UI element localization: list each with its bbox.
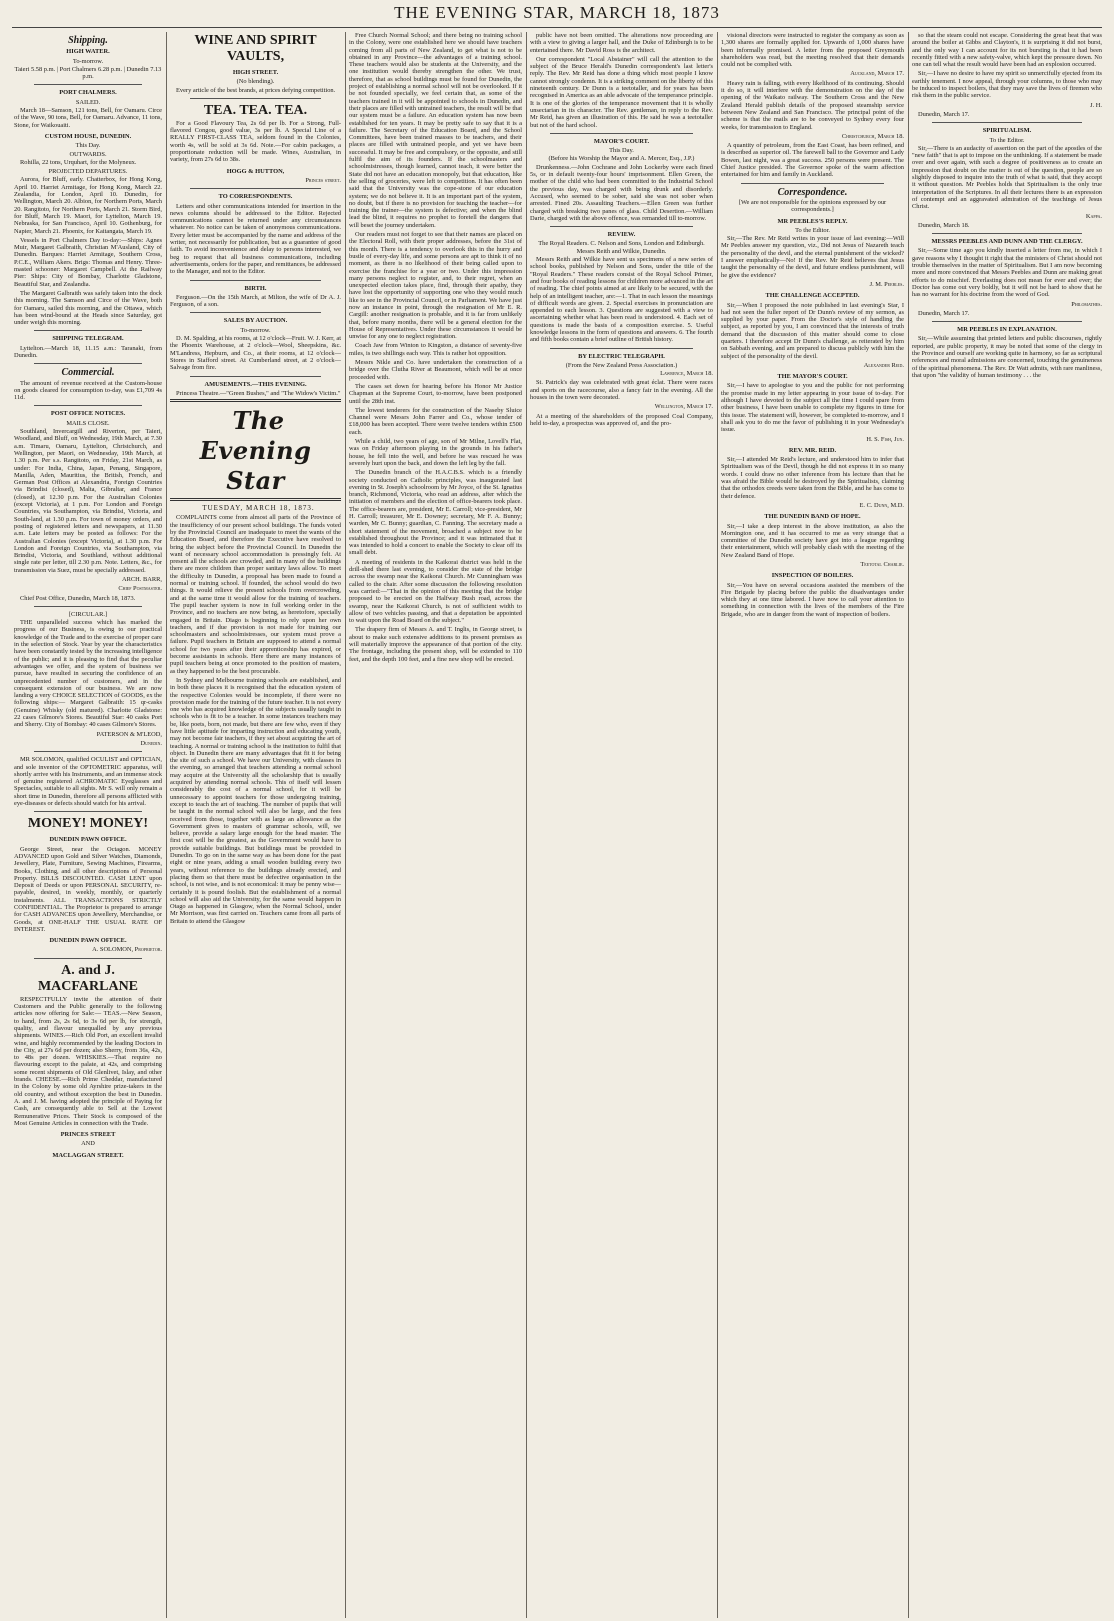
post-office-location: Chief Post Office, Dunedin, March 18, 1873.	[20, 594, 136, 602]
section-heading-shipping: Shipping.	[68, 35, 108, 46]
spiritualism-signature: Kappa.	[1085, 212, 1102, 220]
to-the-editor-label: To the Editor.	[989, 136, 1025, 144]
divider	[190, 312, 321, 313]
solomon-advert-text: MR SOLOMON, qualified OCULIST and OPTICIAN, and sole inventor of the OPTOMETRIC apparatus, will shortly arrive with his Instruments, and an immense stock of genuine registered ACHROMATIC Eyeglasses and Spectacles, suitable to all sights. Mr S. will only remain a short time in Dunedin, therefore all persons afflicted with eye-diseases or defects should watch for his arrival.	[14, 756, 162, 808]
peebles-reply-signature: J. M. Peebles.	[869, 280, 904, 288]
divider	[34, 84, 142, 85]
correspondents-heading: TO CORRESPONDENTS.	[218, 193, 293, 201]
column-5-paragraph: A quantity of petroleum, from the East Coast, has been refined, and is described as superior oil. The farewell ball to the Governor and Lady Bowen, last night, was a great success. 250 persons were present. The Chief Justice presided. The Governor spoke of the warm affection entertained for him and family in Auckland.	[721, 142, 904, 179]
wine-vaults-street: HIGH STREET.	[232, 69, 279, 76]
column-3-paragraph: The cases set down for hearing before his Honor Mr Justice Chapman at the Supreme Court, to-morrow, have been postponed until the 28th inst.	[349, 382, 522, 405]
vessels-in-port-text: Vessels in Port Chalmers Day to-day:—Ships: Agnes Muir, Margaret Galbraith, Christian M'Ausland, City of Dunedin. Barques: Harriet Armitage, Southern Cross, P.C.E., William Akers. Brigs: Thomas and Henry. Three-masted schooner: Margaret Campbell. At the Railway Pier: Ships: City of Bombay, Charlotte Gladstone, Beautiful Star, and Zealandia.	[14, 236, 162, 288]
column-3-paragraph: The drapery firm of Messrs A. and T. Inglis, in George street, is about to make such extensive additions to its present premises as will materially improve the appearance of that portion of the city. The frontage, including the present shop, will be extended to 110 feet, and the depth 100 feet, and a fine new shop will be erected.	[349, 626, 522, 663]
spiritualism-heading: SPIRITUALISM.	[982, 127, 1032, 135]
letter-location: Dunedin, March 17.	[918, 110, 970, 118]
amusements-text: Princess Theatre.—"Green Bushes," and "The Widow's Victim."	[176, 389, 341, 397]
birth-text: Ferguson.—On the 15th March, at Milton, the wife of Dr A. J. Ferguson, of a son.	[170, 293, 341, 309]
tea-heading: TEA. TEA. TEA.	[203, 102, 308, 118]
band-of-hope-heading: THE DUNEDIN BAND OF HOPE.	[764, 513, 861, 521]
divider	[932, 233, 1082, 234]
peebles-reply-text: Sir,—The Rev. Mr Reid writes in your issue of last evening:—Will Mr Peebles answer my question, viz., Did not Jesus of Nazareth teach the personality of the devil, and the eternal punishment of the wicked? I answer emphatically—No! If the Rev. Mr Reid believes that Jesus taught the personality of the devil, and future endless punishment, will he give the evidence?	[721, 235, 904, 279]
divider	[190, 280, 321, 281]
correspondence-note: [We are not responsible for the opinions expressed by our correspondents.]	[738, 198, 887, 214]
high-water-sub: To-morrow.	[72, 57, 104, 65]
this-day-label: This Day.	[75, 142, 101, 150]
column-1	[14, 32, 162, 1618]
sailed-heading: SAILED.	[75, 98, 101, 106]
divider	[190, 188, 321, 189]
column-5-paragraph: Heavy rain is falling, with every likelihood of its continuing. Should it do so, it will interfere with the demonstration on the day of the opening of the Waikato railway. The Southern Cross and the New Zealand Herald publish details of the proposed steamship service between New Zealand and San Francisco. The principal point of the scheme is that the mails are to be conveyed to Sydney every four weeks, for transmission to England.	[721, 79, 904, 131]
high-water-times: Taieri 5.58 p.m. | Port Chalmers 6.28 p.m. | Dunedin 7.13 p.m.	[14, 65, 162, 81]
divider	[190, 376, 321, 377]
telegraph-dateline: Auckland, March 17.	[850, 70, 904, 78]
shipping-telegram-text: Lyttelton.—March 18, 11.15 a.m.: Taranaki, from Dunedin.	[14, 344, 162, 359]
spiritualism-text: Sir,—There is an audacity of assertion on the part of the apostles of the "new faith" that is apt to impose on the unthinking. If a statement be made over and over again, with such a degree of positiveness as to create an impression that doubt on the matter is out of the question, people are so slightly disposed to inquire into the truth of what is said, that they accept it without question. Mr Peebles holds that Spiritualism is the only true interpretation of the Scriptures. In all their lectures there is an expression of contempt and an aggravated admiration of the teachings of Jesus Christ.	[912, 144, 1102, 211]
electric-telegraph-sub: (From the New Zealand Press Association.)	[565, 361, 678, 369]
telegraph-dateline: Christchurch, March 18.	[841, 132, 904, 140]
to-the-editor-label: To the Editor.	[795, 226, 830, 234]
mails-close-text: Southland, Invercargill and Riverton, per Taieri, Woodland, and Bluff, on Wednesday, 19th March, at 7.30 a.m. Timaru, Oamaru, Lyttelton, Christchurch, and Wellington, per Maori, on Wednesday, 19th March, at 1.30 p.m. Per s.s. Rangitoto, on Friday, 21st March, as under: For India, China, Japan, Penang, Singapore, Manilla, Aden, Mauritius, the British, French, and German Post Offices at Alexandria, Foreign Countries via Brindisi (closed), Malta, Gibraltar, and France (closed), at 12.30 p.m. For the Australian Colonies (except Victoria), at 1 p.m. For London and Foreign Countries, via Southampton, via Brindisi, Victoria, and South-land, at 1.30 p.m. For town of money orders, and posting of registered letters and newspapers, at 11.30 a.m. Late letters may be posted as follows: For the Australian Colonies (except Victoria), at 1.30 p.m. For London and Foreign Countries, via Southampton, via Brindisi, Victoria, and Southland, without additional single rate per letter, till 2.30 p.m. Note. Letters, &c., for transmission via Suez, must be specially addressed.	[14, 428, 162, 574]
tea-text: For a Good Flavoury Tea, 2s 6d per lb. For a Strong, Full-flavored Congou, good value, 3s per lb. A Special Line of a REALLY FIRST-CLASS TEA, seldom found in the Colonies, worth 4s, will be sold at 3s 6d. Note.—For cabin packages, a proportionate reduction will be made. Wines, Australian, in variety, from 27s 6d to 38s.	[170, 119, 341, 164]
section-heading-correspondence: Correspondence.	[777, 186, 848, 198]
newspaper-masthead: The Evening Star	[199, 406, 312, 496]
mayors-court-heading: MAYOR'S COURT.	[593, 137, 650, 145]
telegraph-text: At a meeting of the shareholders of the proposed Coal Company, held to-day, a prospectus was approved of, and the pro-	[530, 412, 713, 427]
pawn-office-heading: DUNEDIN PAWN OFFICE.	[49, 836, 127, 844]
peebles-dunn-clergy-heading: MESSRS PEEBLES AND DUNN AND THE CLERGY.	[931, 238, 1083, 246]
amusements-heading: AMUSEMENTS.—THIS EVENING.	[204, 380, 307, 388]
column-divider	[908, 32, 909, 1618]
divider	[34, 811, 142, 812]
column-6-paragraph: so that the steam could not escape. Considering the great heat that was around the boiler at Gibbs and Clayton's, it is surprising it did not burst, and the only way I can account for its not bursting is that it had been recently fitted with a new safety-valve, which kept the pressure down. No one can tell what the result would have been had an explosion occurred.	[912, 32, 1102, 69]
custom-house-heading: CUSTOM HOUSE, DUNEDIN.	[44, 132, 132, 140]
review-text: Messrs Reith and Wilkie have sent us specimens of a new series of school books, published by Nelson and Sons, under the title of the "Royal Readers." These readers consist of the Royal School Primer, and four books of reading lessons for children more advanced in the art of reading. The chief points aimed at are likely to be secured, with the help of an intelligent teacher, are:—1. That in each lesson the meanings of difficult words are given. 2. Special exercises in pronunciation are appended to each lesson. 3. Questions are suggested with a view to ascertaining whether what has been read is understood. 4. Each set of questions is made the basis of a composition exercise. 5. Useful knowledge lessons in the form of questions and answers. 6. The fourth and fifth books contain a brief outline of British history.	[530, 256, 713, 344]
auction-sub: To-morrow.	[240, 326, 271, 334]
column-5-paragraph: visional directors were instructed to register the company as soon as 1,300 shares are formally applied for. Upwards of 1,000 shares have been informally promised. A letter from the proposed Greymouth shareholders was read, but the meeting resolved that their demands could not be complied with.	[721, 32, 904, 69]
divider	[190, 98, 321, 99]
circular-heading: [CIRCULAR.]	[68, 610, 108, 618]
divider	[34, 751, 142, 752]
column-4	[530, 32, 713, 1618]
commercial-text: The amount of revenue received at the Custom-house on goods cleared for consumption to-day, was £1,709 4s 11d.	[14, 379, 162, 402]
high-water-heading: HIGH WATER.	[66, 48, 110, 56]
editorial-paragraph-1: COMPLAINTS come from almost all parts of the Province of the insufficiency of our present school buildings. The funds voted by the Provincial Council are inadequate to meet the wants of the Education Board, and therefore the Executive have resolved to bring the subject before the Provincial Council. In Dunedin the want of necessary school accommodation is pressingly felt. At present all the schools are crowded, and in many of the buildings there are more children than proper sanitary laws allow. To meet the difficulty in Dunedin, a proposal has been made to found a normal or training school. If founded, the school would do two things. It would relieve the present schools from overcrowding, and at the same time it would allow for the training of teachers. The pupil teacher system is now in full working order in the Province, and no teachers are now being, as heretofore, specially engaged in Britain. Diago is beginning to rely upon her own teachers, and if due provision is not made for training our schoolmasters and schoolmistresses, our system must prove a failure. Pupil teachers in Britain are supposed to attend a normal school for two years after their apprenticeship has expired, or become assistants in schools. Here there are many instances of pupil teachers being at once promoted to the position of masters, as they happened to be the best procurable.	[170, 514, 341, 675]
column-4-paragraph: public have not been omitted. The alterations now proceeding are with a view to giving a larger hall, and the Duke of Edinburgh is to be entertained there. Mr David Ross is the architect.	[530, 32, 713, 54]
column-6	[912, 32, 1102, 1618]
band-of-hope-signature: Teetotal Charlie.	[860, 561, 904, 568]
port-chalmers-heading: PORT CHALMERS.	[59, 89, 117, 97]
correspondents-text: Letters and other communications intended for insertion in the news columns should be addressed to the Editor. Rejected communications cannot be returned under any circumstances whatever. No notice can be taken of anonymous communications. Every letter must be accompanied by the name and address of the writer, not necessarily for publication, but as a guarantee of good faith. To avoid inconvenience and delay to persons interested, we beg to request that all business communications, including advertisements, orders for the paper, and remittances, be addressed to the Manager, and not to the Editor.	[170, 202, 341, 276]
post-office-notices-heading: POST OFFICE NOTICES.	[50, 410, 126, 418]
column-2	[170, 32, 341, 1618]
galbraith-text: The Margaret Galbraith was safely taken into the dock this morning. The Samson and Circe of the Wave, both for Oamaru, sailed this morning, and the Ottawa, which has been wind-bound at the Heads since Saturday, got under weigh this morning.	[14, 289, 162, 327]
divider	[34, 330, 142, 331]
divider	[932, 321, 1082, 322]
peebles-reply-heading: MR PEEBLES'S REPLY.	[777, 217, 848, 225]
rev-reid-signature: E. C. Dunn, M.D.	[859, 501, 904, 509]
column-divider	[166, 32, 167, 1618]
column-divider	[526, 32, 527, 1618]
rev-reid-text: Sir,—I attended Mr Reid's lecture, and understood him to infer that Spiritualism was of the Devil, though he did not express it in so many words. I could draw no other inference from his lecture than that he was afraid the Bible would be destroyed by the Spiritualists, claiming that the orthodox creeds were taken from the Bible, and he has come to their defence.	[721, 456, 904, 500]
challenge-accepted-signature: Alexander Reid.	[863, 361, 904, 369]
inspection-of-boilers-heading: INSPECTION OF BOILERS.	[771, 572, 854, 580]
column-divider	[717, 32, 718, 1618]
peebles-dunn-clergy-location: Dunedin, March 17.	[918, 309, 970, 317]
hogg-hutton-address: Princes street.	[305, 176, 341, 184]
column-6-paragraph: Sir,—I have no desire to have my spirit so unmercifully ejected from its earthly tenement. I now appeal, through your columns, to those who may be induced to inspect boilers, that they may save the lives of firemen who risk them in the public service.	[912, 70, 1102, 100]
paterson-mcleod-signature: PATERSON & M'LEOD,	[96, 730, 162, 738]
peebles-dunn-clergy-signature: Philomathes.	[1071, 300, 1102, 308]
column-3-paragraph: The Dunedin branch of the H.A.C.B.S. which is a friendly society conducted on Catholic principles, was inaugurated last evening in St. Joseph's schoolroom by Mr Joyce, of the St. Ignatius branch, Richmond, Victoria, who read an address, after which the initiation of members and the election of office-bearers took place. The office-bearers are, president, Mr E. Carroll; vice-president, Mr H. Carroll; treasurer, Mr E. Downey; secretary, Mr F. A. Bunny; warden, Mr C. Bunny; guardian, C. Fanning. The secretary made a short statement of the movement, broached a subject now to be established throughout the Province; and it was intimated that it was intended to hold a concert to enable the Society to clear off its small debt.	[349, 469, 522, 557]
rev-reid-heading: REV. MR. REID.	[788, 446, 837, 454]
section-heading-commercial: Commercial.	[61, 367, 115, 379]
telegraph-text: St. Patrick's day was celebrated with great éclat. There were races and sports on the racecourse, also a fancy fair in the evening. All the houses in the town were decorated.	[530, 379, 713, 402]
column-3-paragraph: A meeting of residents in the Kaikorai district was held in the drill-shed there last evening, to consider the state of the bridge across the swamp near the Kaikorai Church. Mr Cunningham was called to the chair. After some discussion the following resolution was carried:—"That in the opinion of this meeting that the bridge proposed to be erected on the Halfway Bush road, across the swamp, near the Kaikorai Church, is not of sufficient width to allow of two vehicles passing, and that a deputation be appointed to wait upon the Road Board on the subject."	[349, 558, 522, 625]
auction-heading: SALES BY AUCTION.	[223, 317, 288, 325]
outwards-heading: OUTWARDS.	[69, 150, 107, 158]
macfarlane-text: RESPECTFULLY invite the attention of their Customers and the Public generally to the following articles now offering for Sale:— TEAS.—New Season, to hand, from 2s, 2s 6d, to 3s 6d per lb, for strength, quality, and flavour unequalled by any previous shipments. WINES.—Rich Old Port, an excellent invalid wine, and highly recommended by the leading Doctors in the City, at 27s 6d per dozen; also Sherry, from 36s, 42s, to 48s per dozen. WHISKIES.—That require no flavouring except to the palate, at 42s, and comprising some recent shipments of Old Glenlivet, Islay, and other brands. CHEESE.—Rich Prime Cheddar, manufactured in the Colony by some old Ayrshire prize-takers in the old country, and without exception the best in Dunedin. A. and J. M. having adopted the principle of Paying for Cash, are consequently able to Sell at the Lowest Remunerative Prices. Their Stock is composed of the Most Genuine Articles in connection with the Trade.	[14, 995, 162, 1127]
telegraph-dateline: Lawrence, March 18.	[660, 370, 713, 378]
divider	[34, 363, 142, 364]
hogg-hutton-name: HOGG & HUTTON,	[226, 167, 285, 175]
spiritualism-location: Dunedin, March 18.	[918, 221, 970, 229]
divider	[34, 405, 142, 406]
column-4-paragraph: Our correspondent "Local Abstainer" will call the attention to the subject of the Bruce Herald's Dunedin correspondent's last letter's reply. The Rev. Mr Reid has done a thing which most people I know cannot strongly condemn. It is a striking comment on the liberty of this nineteenth century. Dr Dunn is a teetotaller, and for years has been recognised in America as an able advocate of the temperance principle. It is one of the glories of the temperance movement that it is wholly unsectarian in its character. The Rev. gentleman, in reply to the Rev. Mr Reid, has given an illustration of this. He said he was a teetotaller but not of the hard school.	[530, 55, 713, 129]
postmaster-title: Chief Postmaster.	[118, 585, 162, 593]
column-3-paragraph: Messrs Nikle and Co. have undertaken the construction of a bridge over the Clutha River at Beaumont, which will be at once proceeded with.	[349, 359, 522, 381]
mayors-court-sub-2: (Before his Worship the Mayor and A. Mercer, Esq., J.P.)	[548, 155, 695, 163]
wine-vaults-note: (No blending).	[236, 78, 275, 86]
column-divider	[345, 32, 346, 1618]
mayors-court-text: Drunkenness.—John Cochrane and John Lockerby were each fined 5s, or in default twenty-four hours' imprisonment. Ellen Green, the mother of the child who had been committed to the Industrial School the previous day, was charged with being drunk and disorderly. Accused, who seemed to be sober, said she was not sober when arrested. Fined 20s. Assaulting Teachers.—Ellen Green was further charged with breaking two panes of glass. Child Desertion.—William Darie, charged with the above offence, was remanded till to-morrow.	[530, 163, 713, 222]
pawn-office-signature: A. SOLOMON, Proprietor.	[92, 946, 162, 954]
birth-heading: BIRTH.	[244, 284, 267, 292]
column-5	[721, 32, 904, 1618]
column-3-paragraph: Coach Jaw from Winton to Kingston, a distance of seventy-five miles, is two shillings each way. This is rather hot opposition.	[349, 342, 522, 357]
macfarlane-address-1: PRINCES STREET	[60, 1131, 116, 1139]
macfarlane-address-2: AND	[81, 1140, 95, 1148]
column-3-paragraph: Our readers must not forget to see that their names are placed on the Electoral Roll, with their proper addresses, before the 31st of this month. There is a tendency to overlook this in the hurry and bustle of every-day life, and some persons are apt to think it of no moment, as there is no likelihood of their being called upon to exercise the franchise for a year or two. Under this impression many persons neglect to register, and, to their regret, when an unexpected election takes place, find, through their apathy, they have lost the opportunity of supporting one who they would much like to see in the Provincial Council, or in Parliament. We have just now an instance in point, through the resignation of Mr E. R. Cargill: another resignation is probable, and it is far from unlikely that, before many months, there will be a general election for the House of Representatives. Under these circumstances it would be unwise for any one to neglect registration.	[349, 231, 522, 341]
peebles-explanation-heading: MR PEEBLES IN EXPLANATION.	[957, 326, 1057, 334]
band-of-hope-text: Sir,—I take a deep interest in the above institution, as also the Mornington one, and it has occurred to me as very strange that a committee of the Dunedin society have got into a league regarding their entertainment, which will probably clash with the meeting of the New Zealand Band of Hope.	[721, 522, 904, 559]
telegraph-dateline: Wellington, March 17.	[654, 403, 713, 411]
mayors-court-letter-heading: THE MAYOR'S COURT.	[777, 373, 848, 381]
divider	[34, 606, 142, 607]
column-3	[349, 32, 522, 1618]
projected-departures-heading: PROJECTED DEPARTURES.	[48, 168, 128, 176]
peebles-explanation-text: Sir,—While assuming that printed letters and public discourses, rightly reported, are public property, it may be noted that some of the clergy in the Province and ourself are working quite in harmony, so far as scriptural references and moral admissions are concerned, touching the genuineness of the spiritual phenomena. The Rev. Dr Watt admits, with rare manliness, that upon "the validity of human testimony . . . the	[912, 335, 1102, 379]
column-3-paragraph: While a child, two years of age, son of Mr Milne, Lovell's Flat, was on Friday afternoon playing in the grounds in his father's house, he fell into the well, and before he was rescued he was severely hurt upon the back, and down the left leg by the fall.	[349, 438, 522, 467]
masthead-rule	[170, 399, 341, 402]
divider	[741, 183, 884, 184]
auction-text: D. M. Spalding, at his rooms, at 12 o'clock—Fruit. W. J. Kerr, at the Phoenix Warehouse, at 2 o'clock—Wool, Sheepskins, &c. M'Landress, Hepburn, and Co., at their rooms, at 12 o'clock—Stores in Stafford street. At Cumberland street, at 2 o'clock—Salvage from fire.	[170, 335, 341, 372]
review-heading: REVIEW.	[607, 231, 636, 239]
divider	[550, 226, 693, 227]
mayors-court-letter-text: Sir,—I have to apologise to you and the public for not performing the promise made in my letter appearing in your issue of to-day. For although I have devoted to the subject all the time I could spare from other business, I have been unable to complete my figures in time for this issue. The statement will, however, be completed to-morrow, and I shall ask you to do me the favor of publishing it in your Wednesday's issue.	[721, 382, 904, 434]
column-3-paragraph: The lowest tenderers for the construction of the Naseby Sluice Channel were Messrs John Farrer and Co., whose tender of £18,000 has been accepted. There were twelve tenders within £500 each.	[349, 406, 522, 436]
inspection-of-boilers-text: Sir,—You have on several occasions assisted the members of the Fire Brigade by placing before the public the disadvantages under which they at one time labored. I have now to call your attention to something in connection with the lives of the members of the Fire Brigade, who are in danger from the want of inspection of boilers.	[721, 581, 904, 618]
editorial-paragraph-2: In Sydney and Melbourne training schools are established, and in both these places it is recognised that the education system of the respective Colonies would be incomplete, if there were no provision made for the training of the future teacher. It is not every one who has acquired knowledge of the subjects usually taught in schools who is fit to be a teacher. In some instances teachers may be, like poets, born, not made, but there are few who, even if they have little aptitude for imparting instruction and educating youth, may not become fair teachers, if they set about acquiring the art of teaching. A normal or training school is the institution to fulfil that object. In Dunedin there are many advantages that fit it for being the site of such a school. We have our University, with classes in the evening, so arranged that teachers attending a normal school may acquire at the University all the scholarship that is usually acquired by attending normal schools. This of itself will lessen considerably the cost of a normal school, for it will be unnecessary to appoint teachers for those undergoing training, except to teach the art of teaching. The number of pupils that will be taught in the normal school will also be large, and the fees received from those, together with as large an allowance as the Government gives to masters of grammar schools, will, we believe, provide a salary large enough for the head master. The first cost will be the greatest, as the Government would have to provide suitable buildings. But buildings must be provided in Dunedin. To go on in the same way as has been done for the past eight or nine years, adding a small wooden building every two years, without reference to the buildings already erected, and placing them so that there must be defective organisation in the school, is not wise, and is not economical: it may be penny wise—certainly it is pound foolish. But the establishment of a normal school will also aid the University, for the same would happen in Otago as happened in Glasgow, when the Normal School, under Mr Morrison, was first carried on. Teachers came from all parts of Britain to attend the Glasgow	[170, 676, 341, 925]
pawn-office-heading-2: DUNEDIN PAWN OFFICE.	[49, 937, 127, 945]
masthead-date: TUESDAY, MARCH 18, 1873.	[202, 504, 315, 513]
letter-signature: J. H.	[1090, 101, 1102, 109]
header-rule	[12, 27, 1102, 28]
circular-text: THE unparalleled success which has marked the progress of our Business, is owing to our practical knowledge of the Trade and to the exercise of proper care in the selection of Stock. Year by year the characteristics have been constantly tested by the increasing intelligence of the public; and it is pleasing to find that the peculiar advantages we offer, and the system of business we pursue, have resulted in securing the confidence of an unprecedented number of customers, and in the consequent extension of our business. We are now landing a very CHOICE SELECTION of GOODS, ex the following ships:— Margaret Galbraith: 15 qr-casks (Genuine) Whisky (old matured). Charlotte Gladstone: 22 cases Gilmore's Stores. Beautiful Star: 40 casks Port and Sherry. City of Bombay: 40 cases Gilmore's Stores.	[14, 619, 162, 729]
macfarlane-heading: A. and J. MACFARLANE	[37, 962, 139, 994]
shipping-telegram-heading: SHIPPING TELEGRAM.	[52, 335, 124, 343]
mails-close-heading: MAILS CLOSE.	[66, 419, 110, 427]
divider	[34, 958, 142, 959]
review-sub: The Royal Readers. C. Nelson and Sons, London and Edinburgh. Messrs Reith and Wilkie, Dunedin.	[538, 240, 705, 255]
pawn-office-text: George Street, near the Octagon. MONEY ADVANCED upon Gold and Silver Watches, Diamonds, Jewellery, Plate, Furniture, Sewing Machines, Firearms, Books, Clothing, and all other descriptions of Personal Property. BILLS DISCOUNTED. CASH LENT upon Deposit of Deeds or upon PERSONAL SECURITY, re-payable, desired, in weekly, monthly, or quarterly instalments. ALL TRANSACTIONS STRICTLY CONFIDENTIAL. The Proprietor is prepared to arrange for CASH ADVANCES upon Jewellery, Merchandise, or Goods, at ONE-HALF THE USUAL RATE OF INTEREST.	[14, 845, 162, 933]
challenge-accepted-heading: THE CHALLENGE ACCEPTED.	[765, 292, 860, 300]
sailed-text: March 18—Samson, 121 tons, Bell, for Oamaru. Circe of the Wave, 90 tons, Bell, for Oamaru. Advance, 11 tons, Stone, for Waikouaiti.	[14, 107, 162, 129]
money-heading: MONEY! MONEY!	[27, 816, 149, 832]
outwards-text: Rohilla, 22 tons, Urquhart, for the Molyneux.	[20, 158, 137, 166]
wine-vaults-text: Every article of the best brands, at prices defying competition.	[176, 86, 336, 94]
challenge-accepted-text: Sir,—When I proposed the note published in last evening's Star, I had not seen the fuller report of Dr Dunn's review of my sermon, as supplied by your paper. From the Doctor's style of handling the subject, as reported by you, I am convinced that the interests of truth demand that the discussion of this matter should come to close quarters. I therefore accept Dr Dunn's challenge, as reiterated by him on Sabbath evening, and am prepared to discuss publicly with him the subject of the personality of the devil.	[721, 301, 904, 360]
divider	[550, 348, 693, 349]
divider	[932, 122, 1082, 123]
masthead-rule	[170, 498, 341, 501]
wine-vaults-heading: WINE AND SPIRIT VAULTS,	[194, 33, 317, 64]
page-header-title: THE EVENING STAR, MARCH 18, 1873	[394, 3, 720, 22]
peebles-dunn-clergy-text: Sir,—Some time ago you kindly inserted a letter from me, in which I gave reasons why I thought it right that the ministers of Christ should not trouble themselves in the matter of Spiritualism. But I am now becoming more and more convinced that Messrs Peebles and Dunn are making great efforts to do mischief. Everlasting does not mean for ever and ever; the Doctor has come out very boldly, but it will not be hard to show that he has no warrant for his doctrine from the word of God.	[912, 247, 1102, 299]
projected-departures-text: Aurora, for Bluff, early. Chatterbox, for Hong Kong, April 10. Harriet Armitage, for Hong Kong, March 22. Zealandia, for London, April 10. Dunedin, for Wellington, March 20. Albion, for Northern Ports, March 20. Rangitoto, for Northern Ports, March 21. Storm Bird, for Bluff, March 19. Maori, for Lyttelton, March 19. Nebraska, for San Francisco, April 10. Gothenburg, for Napier, March 21. Phoenix, for Kaitangata, March 19.	[14, 176, 162, 235]
electric-telegraph-heading: BY ELECTRIC TELEGRAPH.	[578, 352, 665, 360]
mayors-court-sub: This Day.	[609, 147, 634, 155]
divider	[550, 133, 693, 134]
column-3-paragraph: Free Church Normal School; and there being no training school in the Colony, were one established here we should have teachers coming from all parts of New Zealand, to get what is not to be obtained in any Province—the advantages of a training school. These teachers would also be students at the University, and the one institution would thereby strengthen the other. We trust, therefore, that as school buildings must be found for Dunedin, the project of establishing a normal school will not be overlooked. If it be not founded specially, we feel certain that, as some of the teachers trained in it will be appointed to schools in Dunedin, and their places are filled with untrained teachers, the result will be that our system must be a failure. An education system has now been established for ten years. It may be pretty safe to say that it is a failure. The Secretary of the Education Board, and the School Committees, have been trained masses to be teachers, and their places are filled with untrained people, and yet we have been successful. It may be free and compulsory, or the opposite, and still fulfil the aim of its founders. If the schoolmasters and schoolmistresses, though learned, cannot teach, it were better the State did not have an education monopoly, but that education, like the selling of groceries, were left to competition. It has often been said that the University was the cope-stone of our education system; we do not believe it. It is an important part of the system, no doubt, but if there is no provision for teaching the teacher—for training the trainer—the system is defective; and when the blind lead the blind, it requires no prophet to foretell the dangers that will beset the journey undertaken.	[349, 32, 522, 229]
postmaster-name: ARCH. BARR,	[122, 576, 162, 583]
paterson-mcleod-location: Dunedin.	[140, 739, 162, 747]
macfarlane-address-3: MACLAGGAN STREET.	[52, 1151, 124, 1159]
mayors-court-letter-signature: H. S. Fish, Jun.	[866, 435, 904, 443]
